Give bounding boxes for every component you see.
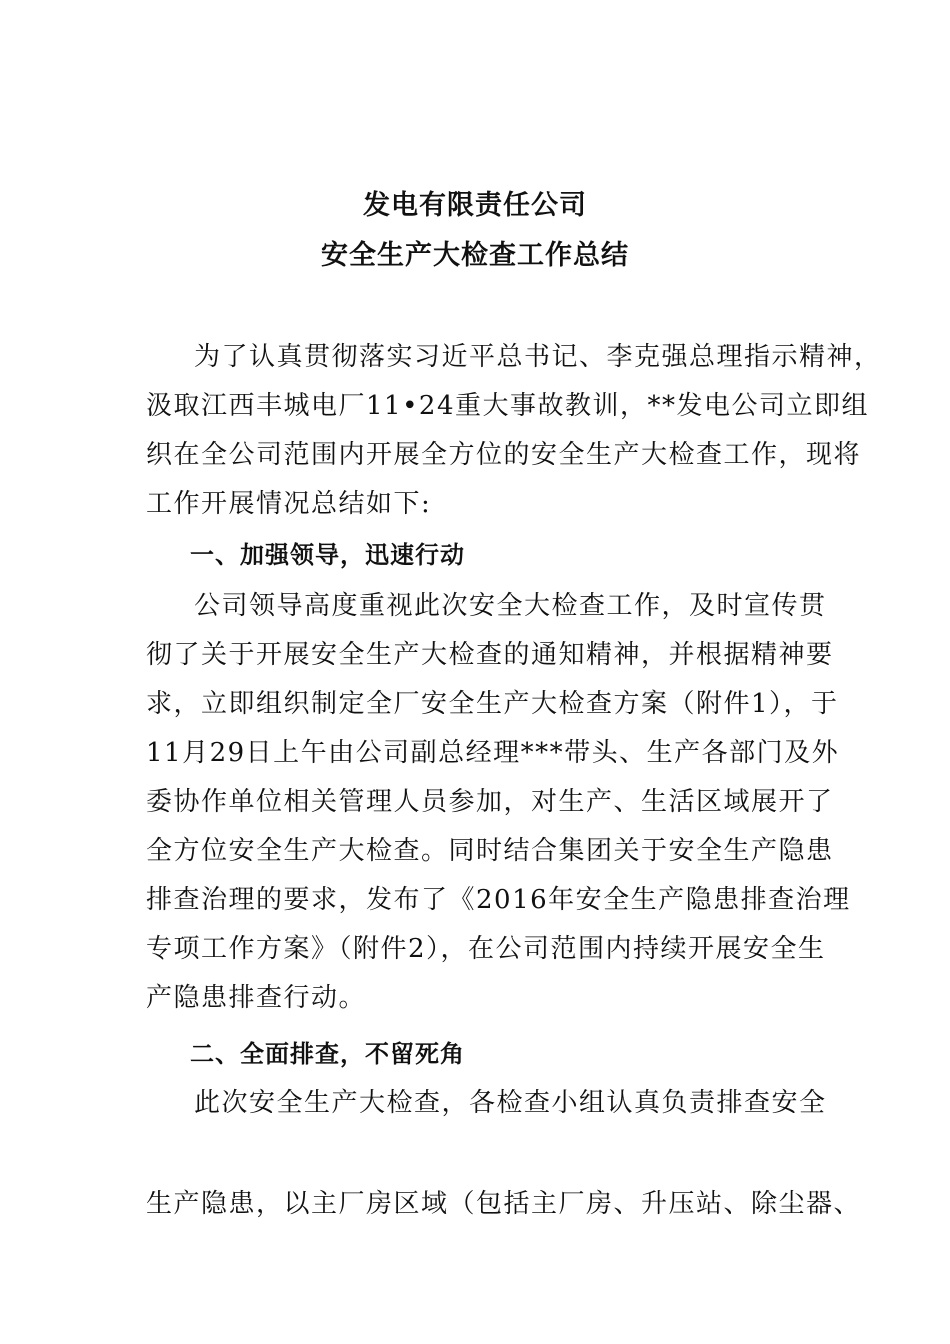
section-2-heading: 二、全面排查，不留死角 bbox=[190, 1040, 465, 1068]
section-1-line-5: 委协作单位相关管理人员参加，对生产、生活区域展开了 bbox=[146, 787, 834, 817]
section-2-line-1: 此次安全生产大检查，各检查小组认真负责排查安全 bbox=[194, 1088, 827, 1118]
intro-line-3: 织在全公司范围内开展全方位的安全生产大检查工作，现将 bbox=[146, 440, 862, 470]
document-title-line1: 发电有限责任公司 bbox=[363, 190, 587, 221]
section-1-line-4: 11月29日上午由公司副总经理***带头、生产各部门及外 bbox=[146, 738, 840, 768]
section-1-line-9: 产隐患排查行动。 bbox=[146, 983, 367, 1013]
section-1-line-2: 彻了关于开展安全生产大检查的通知精神，并根据精神要 bbox=[146, 640, 834, 670]
section-1-line-1: 公司领导高度重视此次安全大检查工作，及时宣传贯 bbox=[194, 591, 827, 621]
section-1-line-3: 求，立即组织制定全厂安全生产大检查方案（附件1），于 bbox=[146, 689, 839, 719]
intro-line-1: 为了认真贯彻落实习近平总书记、李克强总理指示精神， bbox=[194, 342, 882, 372]
section-2-line-2: 生产隐患，以主厂房区域（包括主厂房、升压站、除尘器、 bbox=[146, 1189, 862, 1219]
section-1-line-7: 排查治理的要求，发布了《2016年安全生产隐患排查治理 bbox=[146, 885, 851, 915]
intro-line-2: 汲取江西丰城电厂11•24重大事故教训，**发电公司立即组 bbox=[146, 391, 870, 421]
section-1-line-6: 全方位安全生产大检查。同时结合集团关于安全生产隐患 bbox=[146, 836, 834, 866]
document-title-line2: 安全生产大检查工作总结 bbox=[321, 240, 629, 271]
intro-line-4: 工作开展情况总结如下: bbox=[146, 489, 432, 519]
section-1-heading: 一、加强领导，迅速行动 bbox=[190, 541, 465, 569]
section-1-line-8: 专项工作方案》（附件2），在公司范围内持续开展安全生 bbox=[146, 934, 826, 964]
